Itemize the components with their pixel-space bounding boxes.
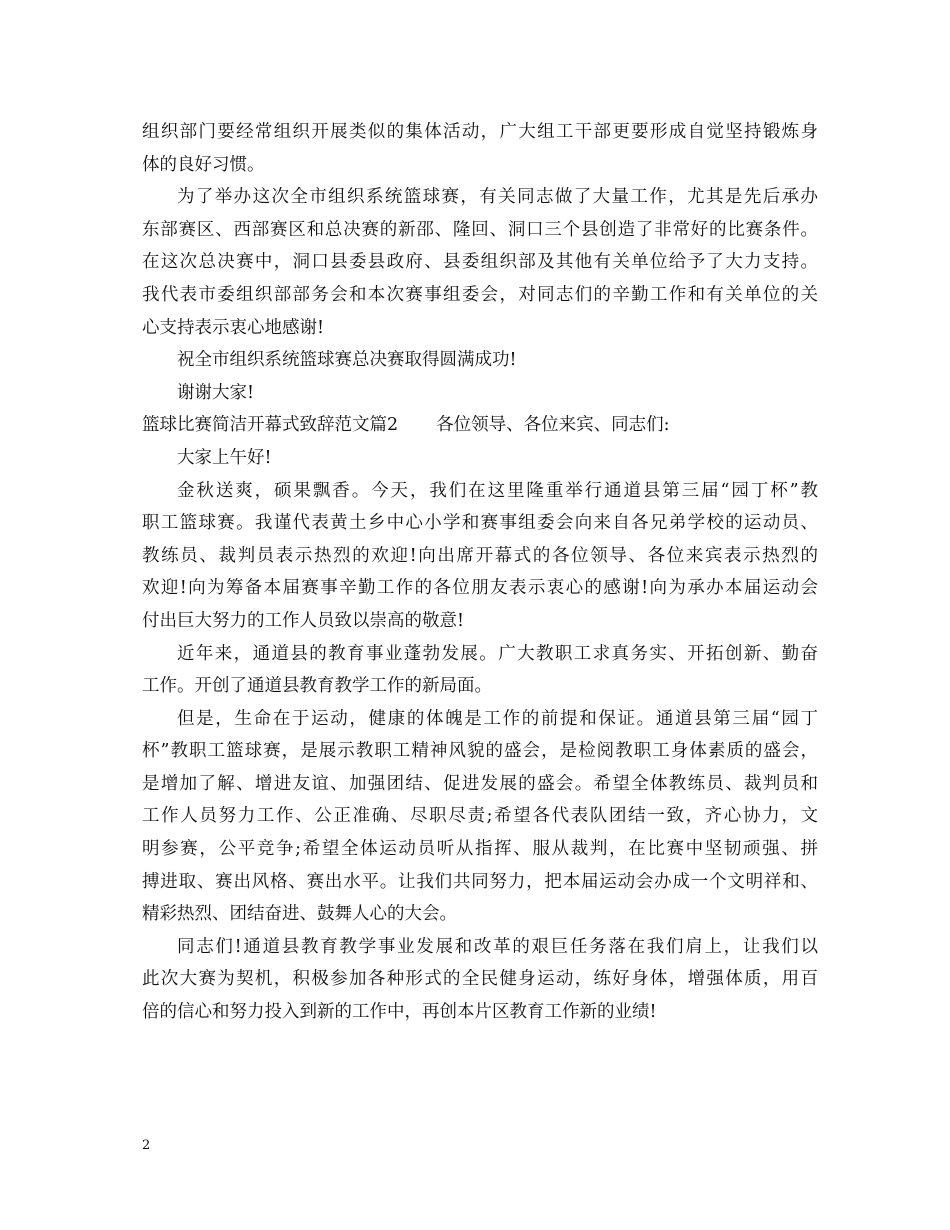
- text-line: 心支持表示衷心地感谢!: [142, 317, 325, 338]
- text-line: 为了举办这次全市组织系统篮球赛，有关同志做了大量工作，尤其是先后承办: [177, 187, 818, 208]
- section-heading: 篮球比赛简洁开幕式致辞范文篇2: [142, 415, 399, 436]
- text-line: 祝全市组织系统篮球赛总决赛取得圆满成功!: [177, 350, 517, 371]
- text-line: 是增加了解、增进友谊、加强团结、促进发展的盛会。希望全体教练员、裁判员和: [142, 773, 818, 794]
- text-line: 工作人员努力工作、公正准确、尽职尽责;希望各代表队团结一致，齐心协力，文: [142, 806, 818, 827]
- text-line: 东部赛区、西部赛区和总决赛的新邵、隆回、洞口三个县创造了非常好的比赛条件。: [142, 219, 818, 240]
- text-line: 职工篮球赛。我谨代表黄土乡中心小学和赛事组委会向来自各兄弟学校的运动员、: [142, 513, 818, 534]
- text-line: 倍的信心和努力投入到新的工作中，再创本片区教育工作新的业绩!: [142, 1002, 657, 1023]
- text-line: 此次大赛为契机，积极参加各种形式的全民健身运动，练好身体，增强体质，用百: [142, 969, 818, 990]
- section-heading-line: [142, 409, 818, 442]
- text-line: 体的良好习惯。: [142, 154, 265, 175]
- text-line: 谢谢大家!: [177, 382, 255, 403]
- text-line: 我代表市委组织部部务会和本次赛事组委会，对同志们的辛勤工作和有关单位的关: [142, 284, 818, 305]
- text-line: 工作。开创了通道县教育教学工作的新局面。: [142, 676, 492, 697]
- text-line: 但是，生命在于运动，健康的体魄是工作的前提和保证。通道县第三届“园丁: [177, 708, 818, 729]
- text-line: 杯”教职工篮球赛，是展示教职工精神风貌的盛会，是检阅教职工身体素质的盛会，: [142, 741, 818, 762]
- text-line: 近年来，通道县的教育事业蓬勃发展。广大教职工求真务实、开拓创新、勤奋: [177, 643, 818, 664]
- text-line: 教练员、裁判员表示热烈的欢迎!向出席开幕式的各位领导、各位来宾表示热烈的: [142, 545, 818, 566]
- text-line: 在这次总决赛中，洞口县委县政府、县委组织部及其他有关单位给予了大力支持。: [142, 252, 818, 273]
- text-line: 金秋送爽，硕果飘香。今天，我们在这里隆重举行通道县第三届“园丁杯”教: [177, 480, 818, 501]
- text-line: 同志们!通道县教育教学事业发展和改革的艰巨任务落在我们肩上，让我们以: [177, 936, 818, 957]
- text-line: 组织部门要经常组织开展类似的集体活动，广大组工干部更要形成自觉坚持锻炼身: [142, 122, 818, 142]
- text-line: 搏进取、赛出风格、赛出水平。让我们共同努力，把本届运动会办成一个文明祥和、: [142, 871, 818, 892]
- text-line: 精彩热烈、团结奋进、鼓舞人心的大会。: [142, 904, 457, 925]
- text-line: 大家上午好!: [177, 447, 272, 468]
- salutation: 各位领导、各位来宾、同志们:: [436, 415, 670, 436]
- text-line: 付出巨大努力的工作人员致以崇高的敬意!: [142, 610, 465, 631]
- page-number: 2: [142, 1138, 151, 1153]
- text-line: 明参赛，公平竞争;希望全体运动员听从指挥、服从裁判，在比赛中坚韧顽强、拼: [142, 839, 818, 860]
- text-line: 欢迎!向为筹备本届赛事辛勤工作的各位朋友表示衷心的感谢!向为承办本届运动会: [142, 578, 818, 599]
- document-body: [142, 116, 818, 1029]
